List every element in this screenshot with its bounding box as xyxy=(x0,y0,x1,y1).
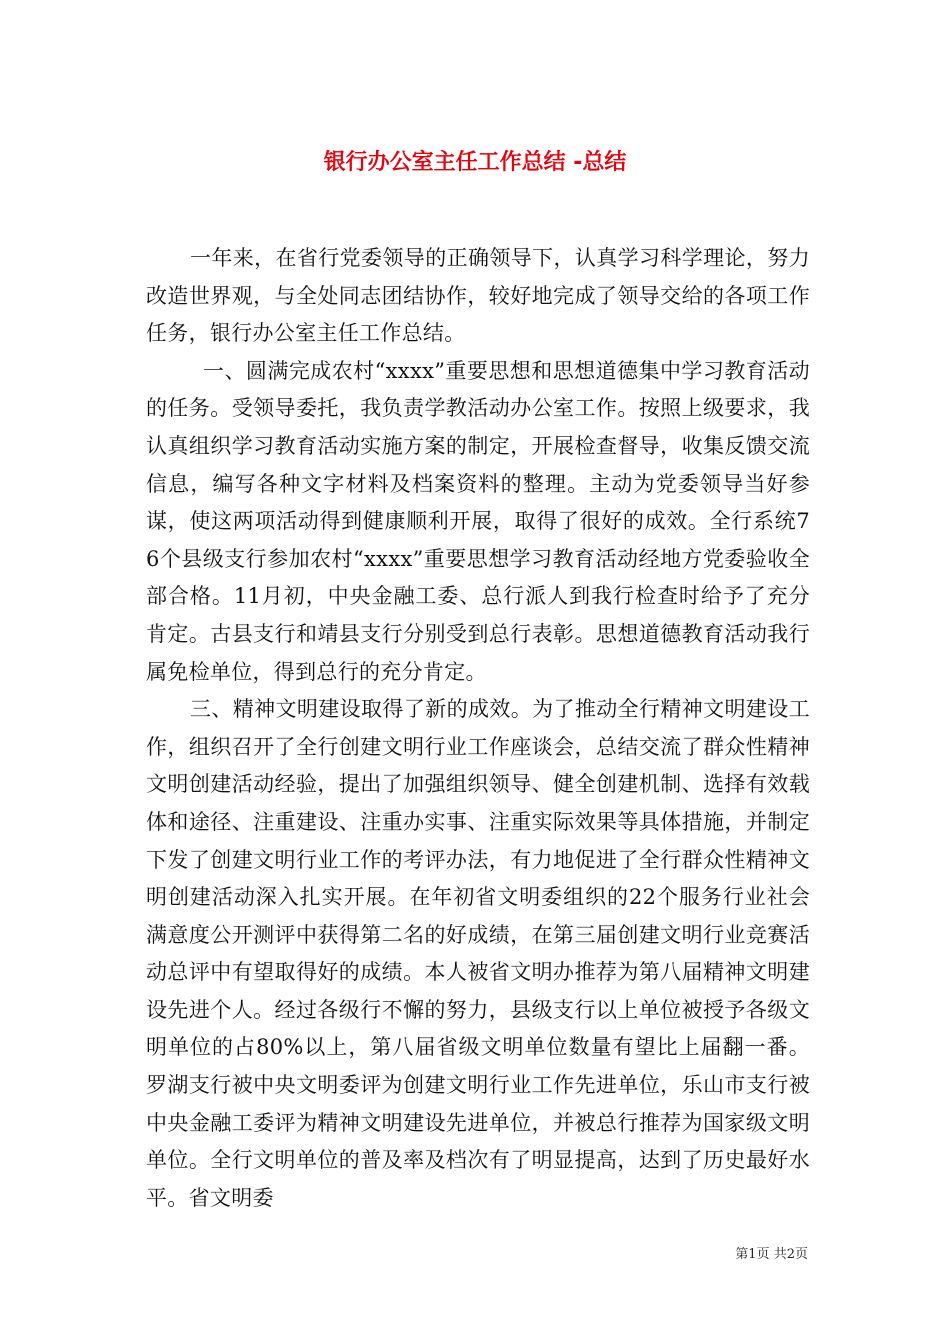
paragraph-section-one: 一、圆满完成农村“xxxx”重要思想和思想道德集中学习教育活动的任务。受领导委托，我负责学教活动办公室工作。按照上级要求，我认真组织学习教育活动实施方案的制定，开展检查督导，收集反馈交流信息，编写各种文字材料及档案资料的整理。主动为党委领导当好参谋，使这两项活动得到健康顺利开展，取得了很好的成效。全行系统76个县级支行参加农村“xxxx”重要思想学习教育活动经地方党委验收全部合格。11月初，中央金融工委、总行派人到我行检查时给予了充分肯定。古县支行和靖县支行分别受到总行表彰。思想道德教育活动我行属免检单位，得到总行的充分肯定。 xyxy=(146,358,810,684)
page-middle: 页 共 xyxy=(756,1247,787,1262)
document-title: 银行办公室主任工作总结 -总结 xyxy=(323,149,627,175)
document-body xyxy=(146,240,810,1217)
current-page-number: 1 xyxy=(748,1247,757,1262)
page-prefix: 第 xyxy=(735,1247,749,1262)
paragraph-section-three: 三、精神文明建设取得了新的成效。为了推动全行精神文明建设工作，组织召开了全行创建文明行业工作座谈会，总结交流了群众性精神文明创建活动经验，提出了加强组织领导、健全创建机制、选择有效载体和途径、注重建设、注重办实事、注重实际效果等具体措施，并制定下发了创建文明行业工作的考评办法，有力地促进了全行群众性精神文明创建活动深入扎实开展。在年初省文明委组织的22个服务行业社会满意度公开测评中获得第二名的好成绩，在第三届创建文明行业竞赛活动总评中有望取得好的成绩。本人被省文明办推荐为第八届精神文明建设先进个人。经过各级行不懈的努力，县级支行以上单位被授予各级文明单位的占80%以上，第八届省级文明单位数量有望比上届翻一番。罗湖支行被中央文明委评为创建文明行业工作先进单位，乐山市支行被中央金融工委评为精神文明建设先进单位，并被总行推荐为国家级文明单位。全行文明单位的普及率及档次有了明显提高，达到了历史最好水平。省文明委 xyxy=(146,697,810,1210)
page-suffix: 页 xyxy=(794,1247,808,1262)
page-number-footer xyxy=(735,1246,808,1264)
paragraph-intro: 一年来，在省行党委领导的正确领导下，认真学习科学理论，努力改造世界观，与全处同志团结协作，较好地完成了领导交给的各项工作任务，银行办公室主任工作总结。 xyxy=(146,246,810,346)
total-pages-number: 2 xyxy=(786,1247,795,1262)
